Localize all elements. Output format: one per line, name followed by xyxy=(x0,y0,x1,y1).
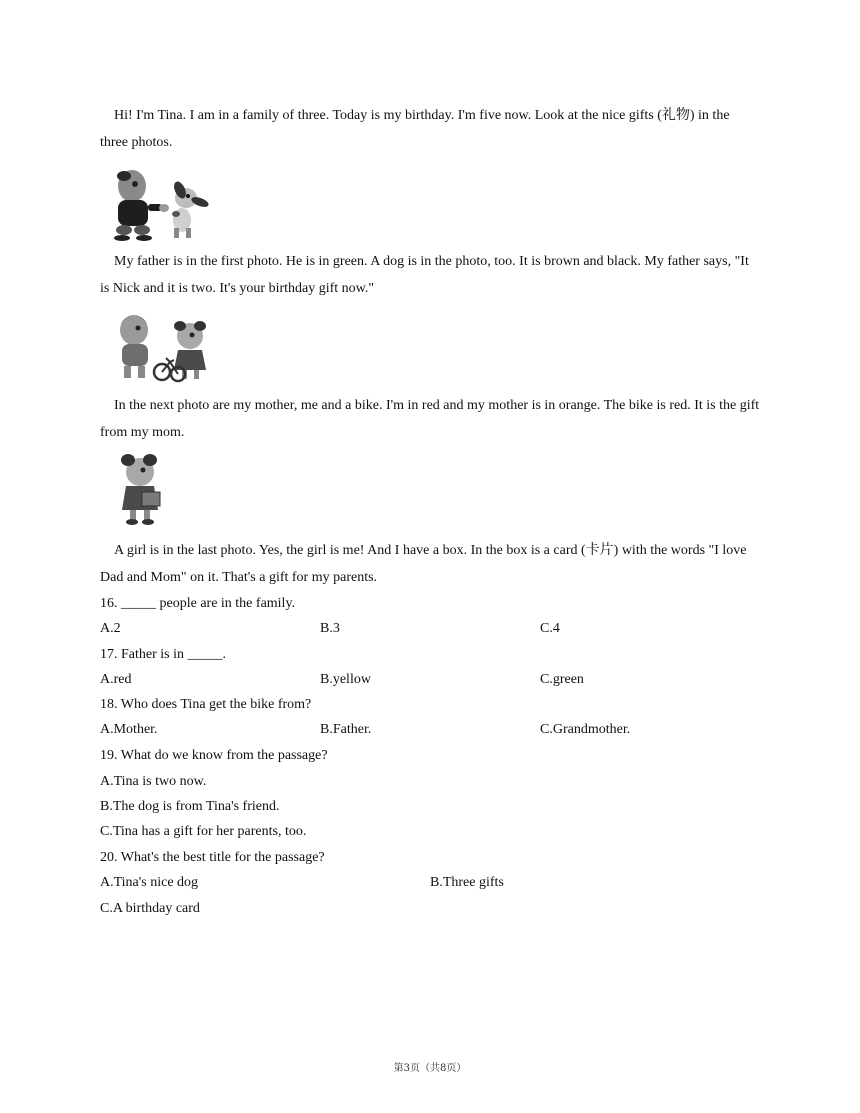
passage-paragraph-4 xyxy=(100,537,760,591)
question-20-option-c[interactable]: C.A birthday card xyxy=(100,901,200,916)
question-18-option-c[interactable]: C.Grandmother. xyxy=(540,722,631,737)
question-16-stem: 16. _____ people are in the family. xyxy=(100,596,296,611)
question-18-stem: 18. Who does Tina get the bike from? xyxy=(100,697,312,712)
question-20-option-b[interactable]: B.Three gifts xyxy=(430,875,504,890)
question-19-option-c[interactable]: C.Tina has a gift for her parents, too. xyxy=(100,824,307,839)
passage-paragraph-3-text: In the next photo are my mother, me and a bike. I'm in red and my mother is in orange. The bike is red. It is the gift from my mom. xyxy=(100,398,760,440)
question-16-option-b[interactable]: B.3 xyxy=(320,621,340,636)
photo-mother-tina-bike xyxy=(112,308,216,384)
passage-paragraph-2 xyxy=(100,248,760,302)
question-17-option-b[interactable]: B.yellow xyxy=(320,672,371,687)
photo-father-and-dog xyxy=(110,164,212,242)
passage-paragraph-3 xyxy=(100,392,760,446)
question-17-option-c[interactable]: C.green xyxy=(540,672,584,687)
question-17-option-a[interactable]: A.red xyxy=(100,672,132,687)
passage-paragraph-4-text: A girl is in the last photo. Yes, the girl is me! And I have a box. In the box is a card (卡片) with the words "I love Dad and Mom" on it. That's a gift for my parents. xyxy=(100,543,747,585)
passage-paragraph-1-text: Hi! I'm Tina. I am in a family of three. Today is my birthday. I'm five now. Look at the nice gifts (礼物) in the three photos. xyxy=(100,108,730,150)
question-18-option-a[interactable]: A.Mother. xyxy=(100,722,158,737)
question-20-option-a[interactable]: A.Tina's nice dog xyxy=(100,875,199,890)
photo-tina-with-box xyxy=(116,452,168,526)
passage-paragraph-2-text: My father is in the first photo. He is in green. A dog is in the photo, too. It is brown and black. My father says, "It is Nick and it is two. It's your birthday gift now." xyxy=(100,254,749,296)
question-19-option-b[interactable]: B.The dog is from Tina's friend. xyxy=(100,799,280,814)
question-18-option-b[interactable]: B.Father. xyxy=(320,722,372,737)
question-16-option-c[interactable]: C.4 xyxy=(540,621,560,636)
page-number-footer: 第3页（共8页） xyxy=(393,1063,467,1074)
question-16-option-a[interactable]: A.2 xyxy=(100,621,121,636)
question-19-stem: 19. What do we know from the passage? xyxy=(100,748,328,763)
passage-paragraph-1 xyxy=(100,102,760,156)
question-19-option-a[interactable]: A.Tina is two now. xyxy=(100,774,207,789)
question-20-stem: 20. What's the best title for the passage? xyxy=(100,850,325,865)
question-17-stem: 17. Father is in _____. xyxy=(100,647,226,662)
